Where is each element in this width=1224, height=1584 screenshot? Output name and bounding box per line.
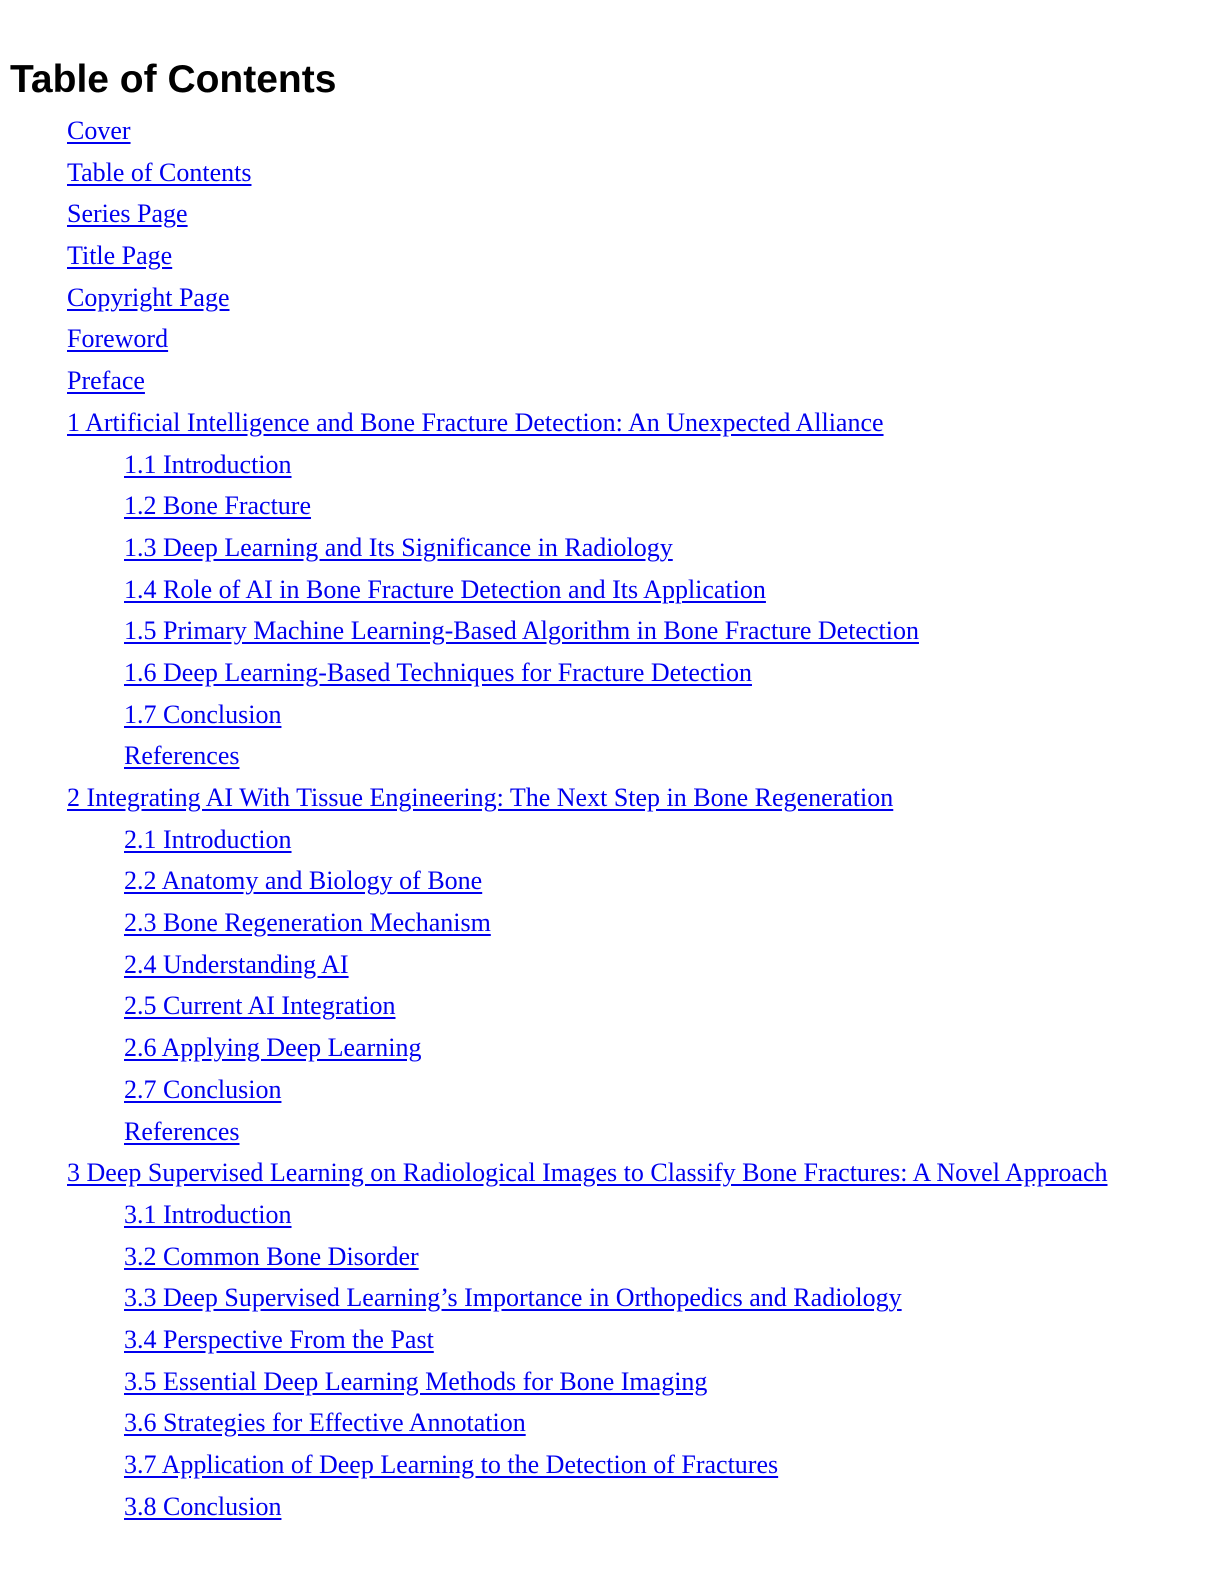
toc-link[interactable]: 3.5 Essential Deep Learning Methods for Bone Imaging (124, 1366, 708, 1396)
toc-entry (0, 318, 1224, 360)
toc-link[interactable]: 1.3 Deep Learning and Its Significance in Radiology (124, 532, 673, 562)
page-title: Table of Contents (10, 58, 337, 101)
toc-entry (0, 944, 1224, 986)
toc-link[interactable]: Copyright Page (67, 282, 230, 312)
toc-entry (0, 1069, 1224, 1111)
toc-link[interactable]: Table of Contents (67, 157, 252, 187)
toc-link[interactable]: 1.4 Role of AI in Bone Fracture Detection and Its Application (124, 574, 766, 604)
toc-entry (0, 485, 1224, 527)
toc-link[interactable]: 3.4 Perspective From the Past (124, 1324, 434, 1354)
toc-link[interactable]: 1.5 Primary Machine Learning-Based Algorithm in Bone Fracture Detection (124, 616, 919, 646)
toc-link[interactable]: 1.2 Bone Fracture (124, 491, 312, 521)
toc-entry (0, 777, 1224, 819)
toc-link[interactable]: 3.6 Strategies for Effective Annotation (124, 1408, 526, 1438)
toc-link[interactable]: 2.6 Applying Deep Learning (124, 1033, 422, 1063)
toc-entry (0, 235, 1224, 277)
toc-entry (0, 694, 1224, 736)
toc-link[interactable]: 2.3 Bone Regeneration Mechanism (124, 908, 491, 938)
toc-link[interactable]: 1.6 Deep Learning-Based Techniques for Fracture Detection (124, 657, 752, 687)
toc-link[interactable]: 2.5 Current AI Integration (124, 991, 396, 1021)
toc-entry (0, 819, 1224, 861)
toc-entry (0, 527, 1224, 569)
toc-link[interactable]: 1 Artificial Intelligence and Bone Fracture Detection: An Unexpected Alliance (67, 407, 884, 437)
toc-entry (0, 152, 1224, 194)
toc-link[interactable]: 3.3 Deep Supervised Learning’s Importance in Orthopedics and Radiology (124, 1283, 902, 1313)
toc-entry (0, 652, 1224, 694)
toc-entry (0, 360, 1224, 402)
toc-entry (0, 569, 1224, 611)
toc-link[interactable]: Cover (67, 116, 131, 145)
toc-link[interactable]: 2.1 Introduction (124, 824, 292, 854)
toc-link[interactable]: Title Page (67, 241, 173, 271)
toc-entry (0, 735, 1224, 777)
toc-link[interactable]: 2.7 Conclusion (124, 1074, 282, 1104)
toc-entry (0, 1236, 1224, 1278)
toc-entry (0, 610, 1224, 652)
toc-entry (0, 110, 1224, 152)
toc-entry (0, 1361, 1224, 1403)
toc-entry (0, 1402, 1224, 1444)
toc-link[interactable]: Foreword (67, 324, 169, 354)
toc-entry (0, 860, 1224, 902)
toc-link[interactable]: 3.2 Common Bone Disorder (124, 1241, 419, 1271)
toc-entry (0, 902, 1224, 944)
toc-link[interactable]: 3.7 Application of Deep Learning to the Detection of Fractures (124, 1450, 779, 1479)
toc-entry (0, 444, 1224, 486)
toc-entry (0, 1486, 1224, 1528)
toc-link[interactable]: 3.1 Introduction (124, 1199, 292, 1229)
toc-link[interactable]: References (124, 1116, 240, 1146)
toc-entry (0, 1277, 1224, 1319)
toc-entry (0, 1444, 1224, 1486)
toc-entry (0, 193, 1224, 235)
table-of-contents-list (0, 110, 1224, 1527)
toc-link[interactable]: 2.2 Anatomy and Biology of Bone (124, 866, 483, 896)
toc-entry (0, 402, 1224, 444)
toc-link[interactable]: 2.4 Understanding AI (124, 949, 349, 979)
toc-entry (0, 277, 1224, 319)
toc-entry (0, 985, 1224, 1027)
toc-link[interactable]: 1.1 Introduction (124, 449, 292, 479)
toc-entry (0, 1152, 1224, 1194)
toc-link[interactable]: Preface (67, 366, 145, 396)
toc-link[interactable]: 1.7 Conclusion (124, 699, 282, 729)
toc-entry (0, 1111, 1224, 1153)
toc-entry (0, 1319, 1224, 1361)
toc-entry (0, 1027, 1224, 1069)
toc-entry (0, 1194, 1224, 1236)
toc-link[interactable]: 3.8 Conclusion (124, 1491, 282, 1521)
toc-link[interactable]: References (124, 741, 240, 771)
toc-link[interactable]: 3 Deep Supervised Learning on Radiological Images to Classify Bone Fractures: A Novel Approach (67, 1158, 1108, 1188)
toc-link[interactable]: Series Page (67, 199, 188, 229)
toc-link[interactable]: 2 Integrating AI With Tissue Engineering: The Next Step in Bone Regeneration (67, 783, 894, 812)
